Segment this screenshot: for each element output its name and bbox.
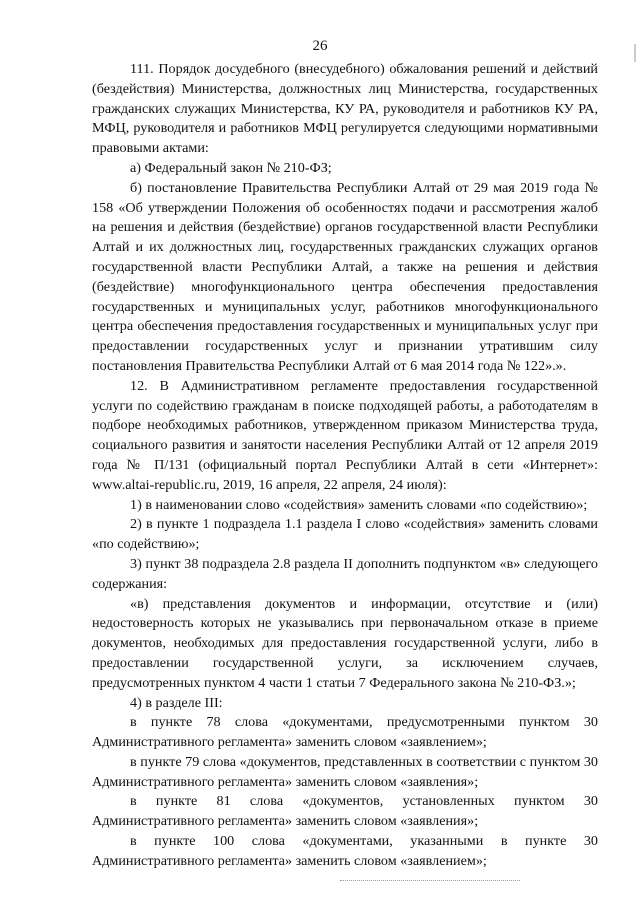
paragraph-12-4: 4) в разделе III: [130,694,223,711]
paragraph-12-4-item-81: в пункте 81 слова «документов, установленных пунктом 30 Административного регламента» заменить словом «заявления»; [92,793,598,830]
paragraph-12-4-item-78: в пункте 78 слова «документами, предусмотренными пунктом 30 Административного регламента» заменить словом «заявлением»; [92,714,598,751]
scan-edge-mark [634,44,636,62]
paragraph-12-3: 3) пункт 38 подраздела 2.8 раздела II дополнить подпунктом «в» следующего содержания: [92,555,598,592]
paragraph-12-3-v: «в) представления документов и информации, отсутствие и (или) недостоверность которых не указывались при первоначальном отказе в приеме документов, необходимых для предоставления государственной услуги, либо в предоставлении государственной услуги, за исключением случаев, предусмотренных пунктом 4 части 1 статьи 7 Федерального закона № 210-ФЗ.»; [92,595,598,691]
paragraph-111-b: б) постановление Правительства Республики Алтай от 29 мая 2019 года № 158 «Об утверждении Положения об особенностях подачи и рассмотрения жалоб на решения и действия (бездействие) органов государственной власти Республики Алтай и их должностных лиц, государственных гражданских служащих органов государственной власти Республики Алтай, а также на решения и действия (бездействие) многофункционального центра обеспечения предоставления государственных и муниципальных услуг, работников многофункционального центра обеспечения предоставления государственных и муниципальных услуг при предоставлении государственных услуг и признании утратившим силу постановления Правительства Республики Алтай от 6 мая 2014 года № 122».». [92,179,598,374]
paragraph-12-2: 2) в пункте 1 подраздела 1.1 раздела I слово «содействия» заменить словами «по содействию»; [92,516,598,553]
paragraph-111: 111. Порядок досудебного (внесудебного) обжалования решений и действий (бездействия) Министерства, должностных лиц Министерства, государственных гражданских служащих Министерства, КУ РА, руководителя и работников КУ РА, МФЦ, руководителя и работников МФЦ регулируется следующими нормативными правовыми актами: [92,61,598,157]
document-body [92,60,598,872]
bottom-divider [340,880,520,881]
paragraph-12-4-item-100: в пункте 100 слова «документами, указанными в пункте 30 Административного регламента» заменить словом «заявлением»; [92,833,598,869]
paragraph-12-1: 1) в наименовании слово «содействия» заменить словами «по содействию»; [130,496,588,513]
page-number: 26 [312,38,328,54]
paragraph-12-4-item-79: в пункте 79 слова «документов, представленных в соответствии с пунктом 30 Административного регламента» заменить словом «заявления»; [92,753,598,790]
paragraph-12: 12. В Административном регламенте предоставления государственной услуги по содействию гражданам в поиске подходящей работы, а работодателям в подборе необходимых работников, утвержденном приказом Министерства труда, социального развития и занятости населения Республики Алтай от 12 апреля 2019 года № П/131 (официальный портал Республики Алтай в сети «Интернет»: www.altai-republic.ru, 2019, 16 апреля, 22 апреля, 24 июля): [92,377,598,493]
paragraph-111-a: а) Федеральный закон № 210-ФЗ; [130,159,332,176]
